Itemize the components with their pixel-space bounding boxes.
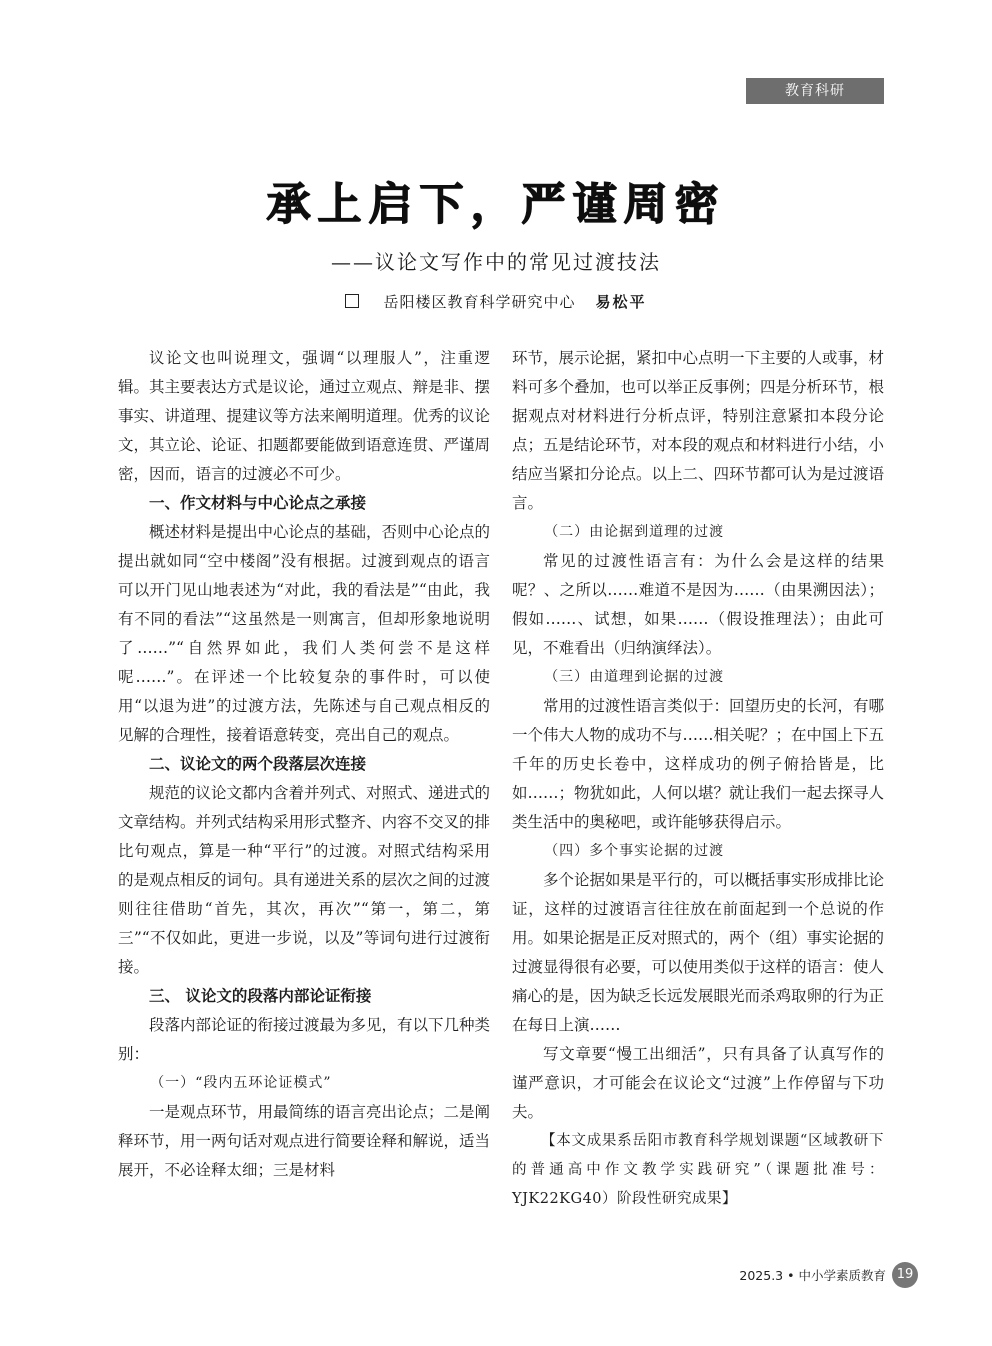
page-number: 19 [892, 1262, 918, 1288]
square-icon [345, 294, 359, 308]
paragraph: 一是观点环节，用最简练的语言亮出论点；二是阐释环节，用一两句话对观点进行简要诠释和解说，适当展开，不必诠释太细；三是材料 [118, 1103, 491, 1179]
subsection-heading: （三）由道理到论据的过渡 [544, 669, 725, 685]
subsection-heading: （四）多个事实论据的过渡 [544, 843, 725, 859]
subsection-heading: （一）“段内五环论证模式” [150, 1075, 332, 1091]
affiliation: 岳阳楼区教育科学研究中心 [383, 293, 576, 311]
paragraph: 常用的过渡性语言类似于：回望历史的长河，有哪一个伟大人物的成功不与……相关呢？；在中国上下五千年的历史长卷中，这样成功的例子俯拾皆是，比如……；物犹如此，人何以堪？就让我们一起去探寻人类生活中的奥秘吧，或许能够获得启示。 [512, 697, 885, 831]
paragraph: 多个论据如果是平行的，可以概括事实形成排比论证，这样的过渡语言往往放在前面起到一个总说的作用。如果论据是正反对照式的，两个（组）事实论据的过渡显得很有必要，可以使用类似于这样的语言：使人痛心的是，因为缺乏长远发展眼光而杀鸡取卵的行为正在每日上演…… [512, 871, 885, 1034]
paragraph: 段落内部论证的衔接过渡最为多见，有以下几种类别： [118, 1016, 491, 1063]
article-title: 承上启下，严谨周密 [266, 179, 726, 230]
journal-name: 中小学素质教育 [798, 1268, 886, 1283]
paragraph: 写文章要“慢工出细活”，只有具备了认真写作的谨严意识，才可能会在议论文“过渡”上作停留与下功夫。 [512, 1045, 884, 1121]
paragraph: 环节，展示论据，紧扣中心点明一下主要的人或事，材料可多个叠加，也可以举正反事例；四是分析环节，根据观点对材料进行分析点评，特别注意紧扣本段分论点；五是结论环节，对本段的观点和材料进行小结，小结应当紧扣分论点。以上二、四环节都可认为是过渡语言。 [512, 349, 885, 512]
left-column [118, 344, 490, 1185]
right-column [512, 344, 884, 1214]
section-label: 教育科研 [746, 78, 884, 104]
section-heading: 三、 议论文的段落内部论证衔接 [149, 987, 372, 1005]
footer-separator: • [787, 1267, 795, 1283]
subsection-heading: （二）由论据到道理的过渡 [544, 524, 725, 540]
page-footer [739, 1262, 918, 1288]
paragraph: 规范的议论文都内含着并列式、对照式、递进式的文章结构。并列式结构采用形式整齐、内容不交叉的排比句观点，算是一种“平行”的过渡。对照式结构采用的是观点相反的词句。具有递进关系的层次之间的过渡则往往借助“首先，其次，再次”“第一，第二，第三”“不仅如此，更进一步说，以及”等词句进行过渡衔接。 [118, 784, 491, 976]
section-heading: 二、议论文的两个段落层次连接 [149, 755, 367, 773]
article-subtitle: ——议论文写作中的常见过渡技法 [331, 250, 661, 274]
byline [0, 291, 992, 312]
issue-date: 2025.3 [739, 1267, 784, 1283]
paragraph: 议论文也叫说理文，强调“以理服人”，注重逻辑。其主要表达方式是议论，通过立观点、辩是非、摆事实、讲道理、提建议等方法来阐明道理。优秀的议论文，其立论、论证、扣题都要能做到语意连贯、严谨周密，因而，语言的过渡必不可少。 [118, 349, 491, 483]
author-name: 易松平 [595, 293, 647, 311]
paragraph: 常见的过渡性语言有：为什么会是这样的结果呢？、之所以……难道不是因为……（由果溯因法）；假如……、试想，如果……（假设推理法）；由此可见，不难看出（归纳演绎法）。 [512, 552, 884, 657]
section-heading: 一、作文材料与中心论点之承接 [149, 494, 367, 512]
paragraph: 概述材料是提出中心论点的基础，否则中心论点的提出就如同“空中楼阁”没有根据。过渡到观点的语言可以开门见山地表述为“对此，我的看法是”“由此，我有不同的看法”“这虽然是一则寓言，但却形象地说明了……”“自然界如此，我们人类何尝不是这样呢……”。在评述一个比较复杂的事件时，可以使用“以退为进”的过渡方法，先陈述与自己观点相反的见解的合理性，接着语意转变，亮出自己的观点。 [118, 523, 491, 744]
funding-note: 【本文成果系岳阳市教育科学规划课题“区域教研下的普通高中作文教学实践研究”（课题批准号：YJK22KG40）阶段性研究成果】 [512, 1133, 884, 1207]
